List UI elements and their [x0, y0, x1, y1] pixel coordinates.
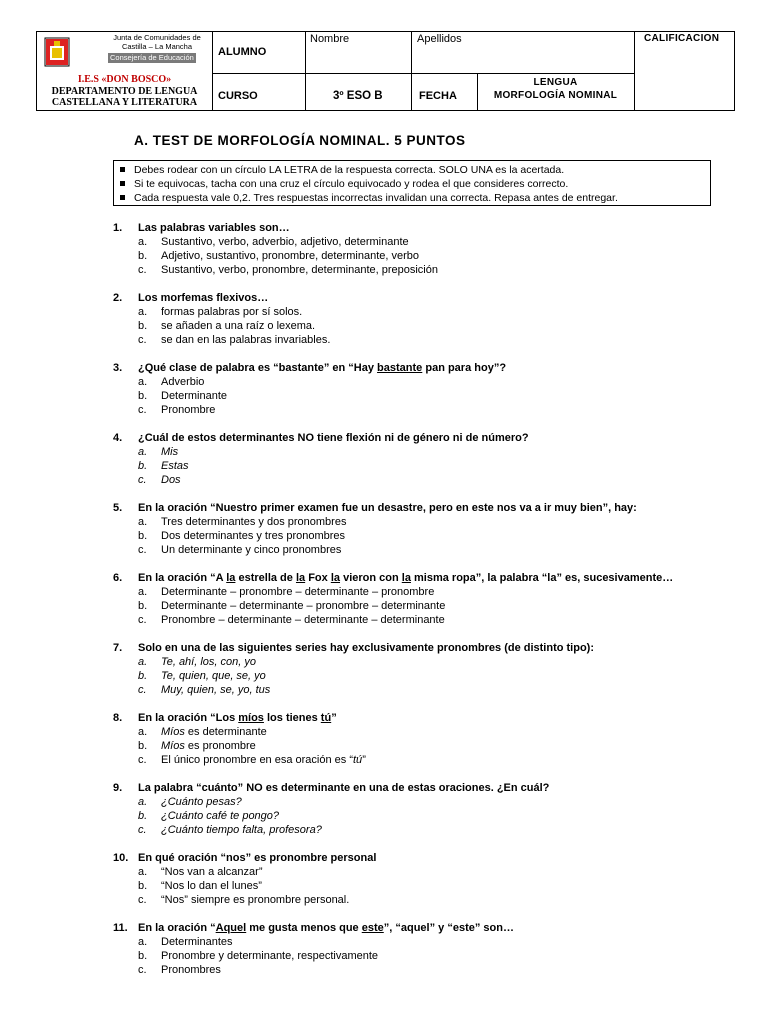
- answer-option[interactable]: c. Sustantivo, verbo, pronombre, determinante, preposición: [138, 264, 438, 276]
- answer-option[interactable]: c. se dan en las palabras invariables.: [138, 334, 331, 346]
- apellidos-label: Apellidos: [417, 33, 462, 45]
- answer-option[interactable]: b. “Nos lo dan el lunes”: [138, 880, 262, 892]
- question-7: [113, 641, 713, 697]
- subject-block: [477, 76, 634, 102]
- question-6: [113, 571, 713, 627]
- subject-line-2: MORFOLOGÍA NOMINAL: [493, 90, 618, 101]
- junta-line-2: Castilla – La Mancha: [121, 42, 193, 51]
- calificacion-label: CALIFICACION: [644, 33, 720, 44]
- answer-option[interactable]: b. Dos determinantes y tres pronombres: [138, 530, 346, 542]
- bullet-icon: [120, 167, 125, 172]
- department-line-1: DEPARTAMENTO DE LENGUA: [51, 85, 198, 97]
- question-2: [113, 291, 713, 347]
- question-8: [113, 711, 713, 767]
- junta-name: [99, 33, 215, 51]
- answer-option[interactable]: c. Dos: [138, 474, 181, 486]
- question-title: 6. En la oración “A la estrella de la Fox la vieron con la misma ropa”, la palabra “la” es, sucesivamente…: [113, 572, 674, 584]
- question-10: [113, 851, 713, 907]
- answer-option[interactable]: a. “Nos van a alcanzar”: [138, 866, 263, 878]
- answer-option[interactable]: b. Adjetivo, sustantivo, pronombre, determinante, verbo: [138, 250, 420, 262]
- question-title: 2. Los morfemas flexivos…: [113, 292, 269, 304]
- answer-option[interactable]: c. Muy, quien, se, yo, tus: [138, 684, 271, 696]
- instruction-item: Si te equivocas, tacha con una cruz el círculo equivocado y rodea el que consideres correcto.: [120, 177, 710, 191]
- curso-label: CURSO: [218, 90, 258, 102]
- nombre-label: Nombre: [310, 33, 350, 45]
- castilla-la-mancha-crest-icon: [44, 36, 70, 68]
- question-4: [113, 431, 713, 487]
- answer-option[interactable]: a. Determinantes: [138, 936, 233, 948]
- answer-option[interactable]: c. Un determinante y cinco pronombres: [138, 544, 342, 556]
- instruction-item: Debes rodear con un círculo LA LETRA de la respuesta correcta. SOLO UNA es la acertada.: [120, 163, 710, 177]
- question-title: 1. Las palabras variables son…: [113, 222, 290, 234]
- question-3: [113, 361, 713, 417]
- answer-option[interactable]: a. ¿Cuánto pesas?: [138, 796, 242, 808]
- answer-option[interactable]: b. Estas: [138, 460, 189, 472]
- answer-option[interactable]: c. ¿Cuánto tiempo falta, profesora?: [138, 824, 322, 836]
- answer-option[interactable]: b. se añaden a una raíz o lexema.: [138, 320, 316, 332]
- subject-line-1: LENGUA: [533, 77, 578, 88]
- answer-option[interactable]: a. Tres determinantes y dos pronombres: [138, 516, 347, 528]
- alumno-label: ALUMNO: [218, 46, 267, 58]
- answer-option[interactable]: b. Te, quien, que, se, yo: [138, 670, 266, 682]
- answer-option[interactable]: b. Determinante – determinante – pronombre – determinante: [138, 600, 446, 612]
- answer-option[interactable]: a. Te, ahí, los, con, yo: [138, 656, 256, 668]
- answer-option[interactable]: a. Míos es determinante: [138, 726, 267, 738]
- answer-option[interactable]: c. El único pronombre en esa oración es “tú”: [138, 754, 366, 766]
- school-name: I.E.S «DON BOSCO»: [77, 74, 172, 85]
- junta-line-1: Junta de Comunidades de: [113, 33, 201, 42]
- answer-option[interactable]: c. Pronombre: [138, 404, 216, 416]
- answer-option[interactable]: c. “Nos” siempre es pronombre personal.: [138, 894, 350, 906]
- header-table: [36, 31, 735, 111]
- question-title: 11. En la oración “Aquel me gusta menos que este”, “aquel” y “este” son…: [113, 922, 514, 934]
- question-5: [113, 501, 713, 557]
- question-title: 8. En la oración “Los míos los tienes tú”: [113, 712, 337, 724]
- answer-option[interactable]: b. ¿Cuánto café te pongo?: [138, 810, 280, 822]
- question-title: 7. Solo en una de las siguientes series hay exclusivamente pronombres (de distinto tipo):: [113, 642, 595, 654]
- consejeria-label: Consejería de Educación: [110, 53, 194, 62]
- answer-option[interactable]: b. Determinante: [138, 390, 228, 402]
- answer-option[interactable]: a. formas palabras por sí solos.: [138, 306, 303, 318]
- school-block: [37, 74, 212, 109]
- question-11: [113, 921, 713, 977]
- question-1: [113, 221, 713, 277]
- question-title: 4. ¿Cuál de estos determinantes NO tiene flexión ni de género ni de número?: [113, 432, 529, 444]
- question-title: 9. La palabra “cuánto” NO es determinante en una de estas oraciones. ¿En cuál?: [113, 782, 550, 794]
- bullet-icon: [120, 195, 125, 200]
- fecha-label: FECHA: [419, 90, 457, 102]
- answer-option[interactable]: c. Pronombre – determinante – determinante – determinante: [138, 614, 445, 626]
- answer-option[interactable]: a. Mis: [138, 446, 179, 458]
- question-list: [113, 221, 713, 991]
- bullet-icon: [120, 181, 125, 186]
- answer-option[interactable]: a. Determinante – pronombre – determinante – pronombre: [138, 586, 435, 598]
- section-title: A. TEST DE MORFOLOGÍA NOMINAL. 5 PUNTOS: [134, 133, 466, 148]
- department-line-2: CASTELLANA Y LITERATURA: [51, 97, 198, 108]
- answer-option[interactable]: b. Pronombre y determinante, respectivamente: [138, 950, 379, 962]
- instructions-box: [113, 160, 711, 206]
- answer-option[interactable]: b. Míos es pronombre: [138, 740, 256, 752]
- question-9: [113, 781, 713, 837]
- answer-option[interactable]: a. Adverbio: [138, 376, 205, 388]
- answer-option[interactable]: c. Pronombres: [138, 964, 221, 976]
- answer-option[interactable]: a. Sustantivo, verbo, adverbio, adjetivo, determinante: [138, 236, 409, 248]
- instruction-item: Cada respuesta vale 0,2. Tres respuestas incorrectas invalidan una correcta. Repasa antes de entregar.: [120, 191, 710, 205]
- question-title: 10. En qué oración “nos” es pronombre personal: [113, 852, 377, 864]
- question-title: 3. ¿Qué clase de palabra es “bastante” en “Hay bastante pan para hoy”?: [113, 362, 507, 374]
- question-title: 5. En la oración “Nuestro primer examen fue un desastre, pero en este nos va a ir muy bien”, hay:: [113, 502, 637, 514]
- curso-value: 3º ESO B: [333, 90, 383, 102]
